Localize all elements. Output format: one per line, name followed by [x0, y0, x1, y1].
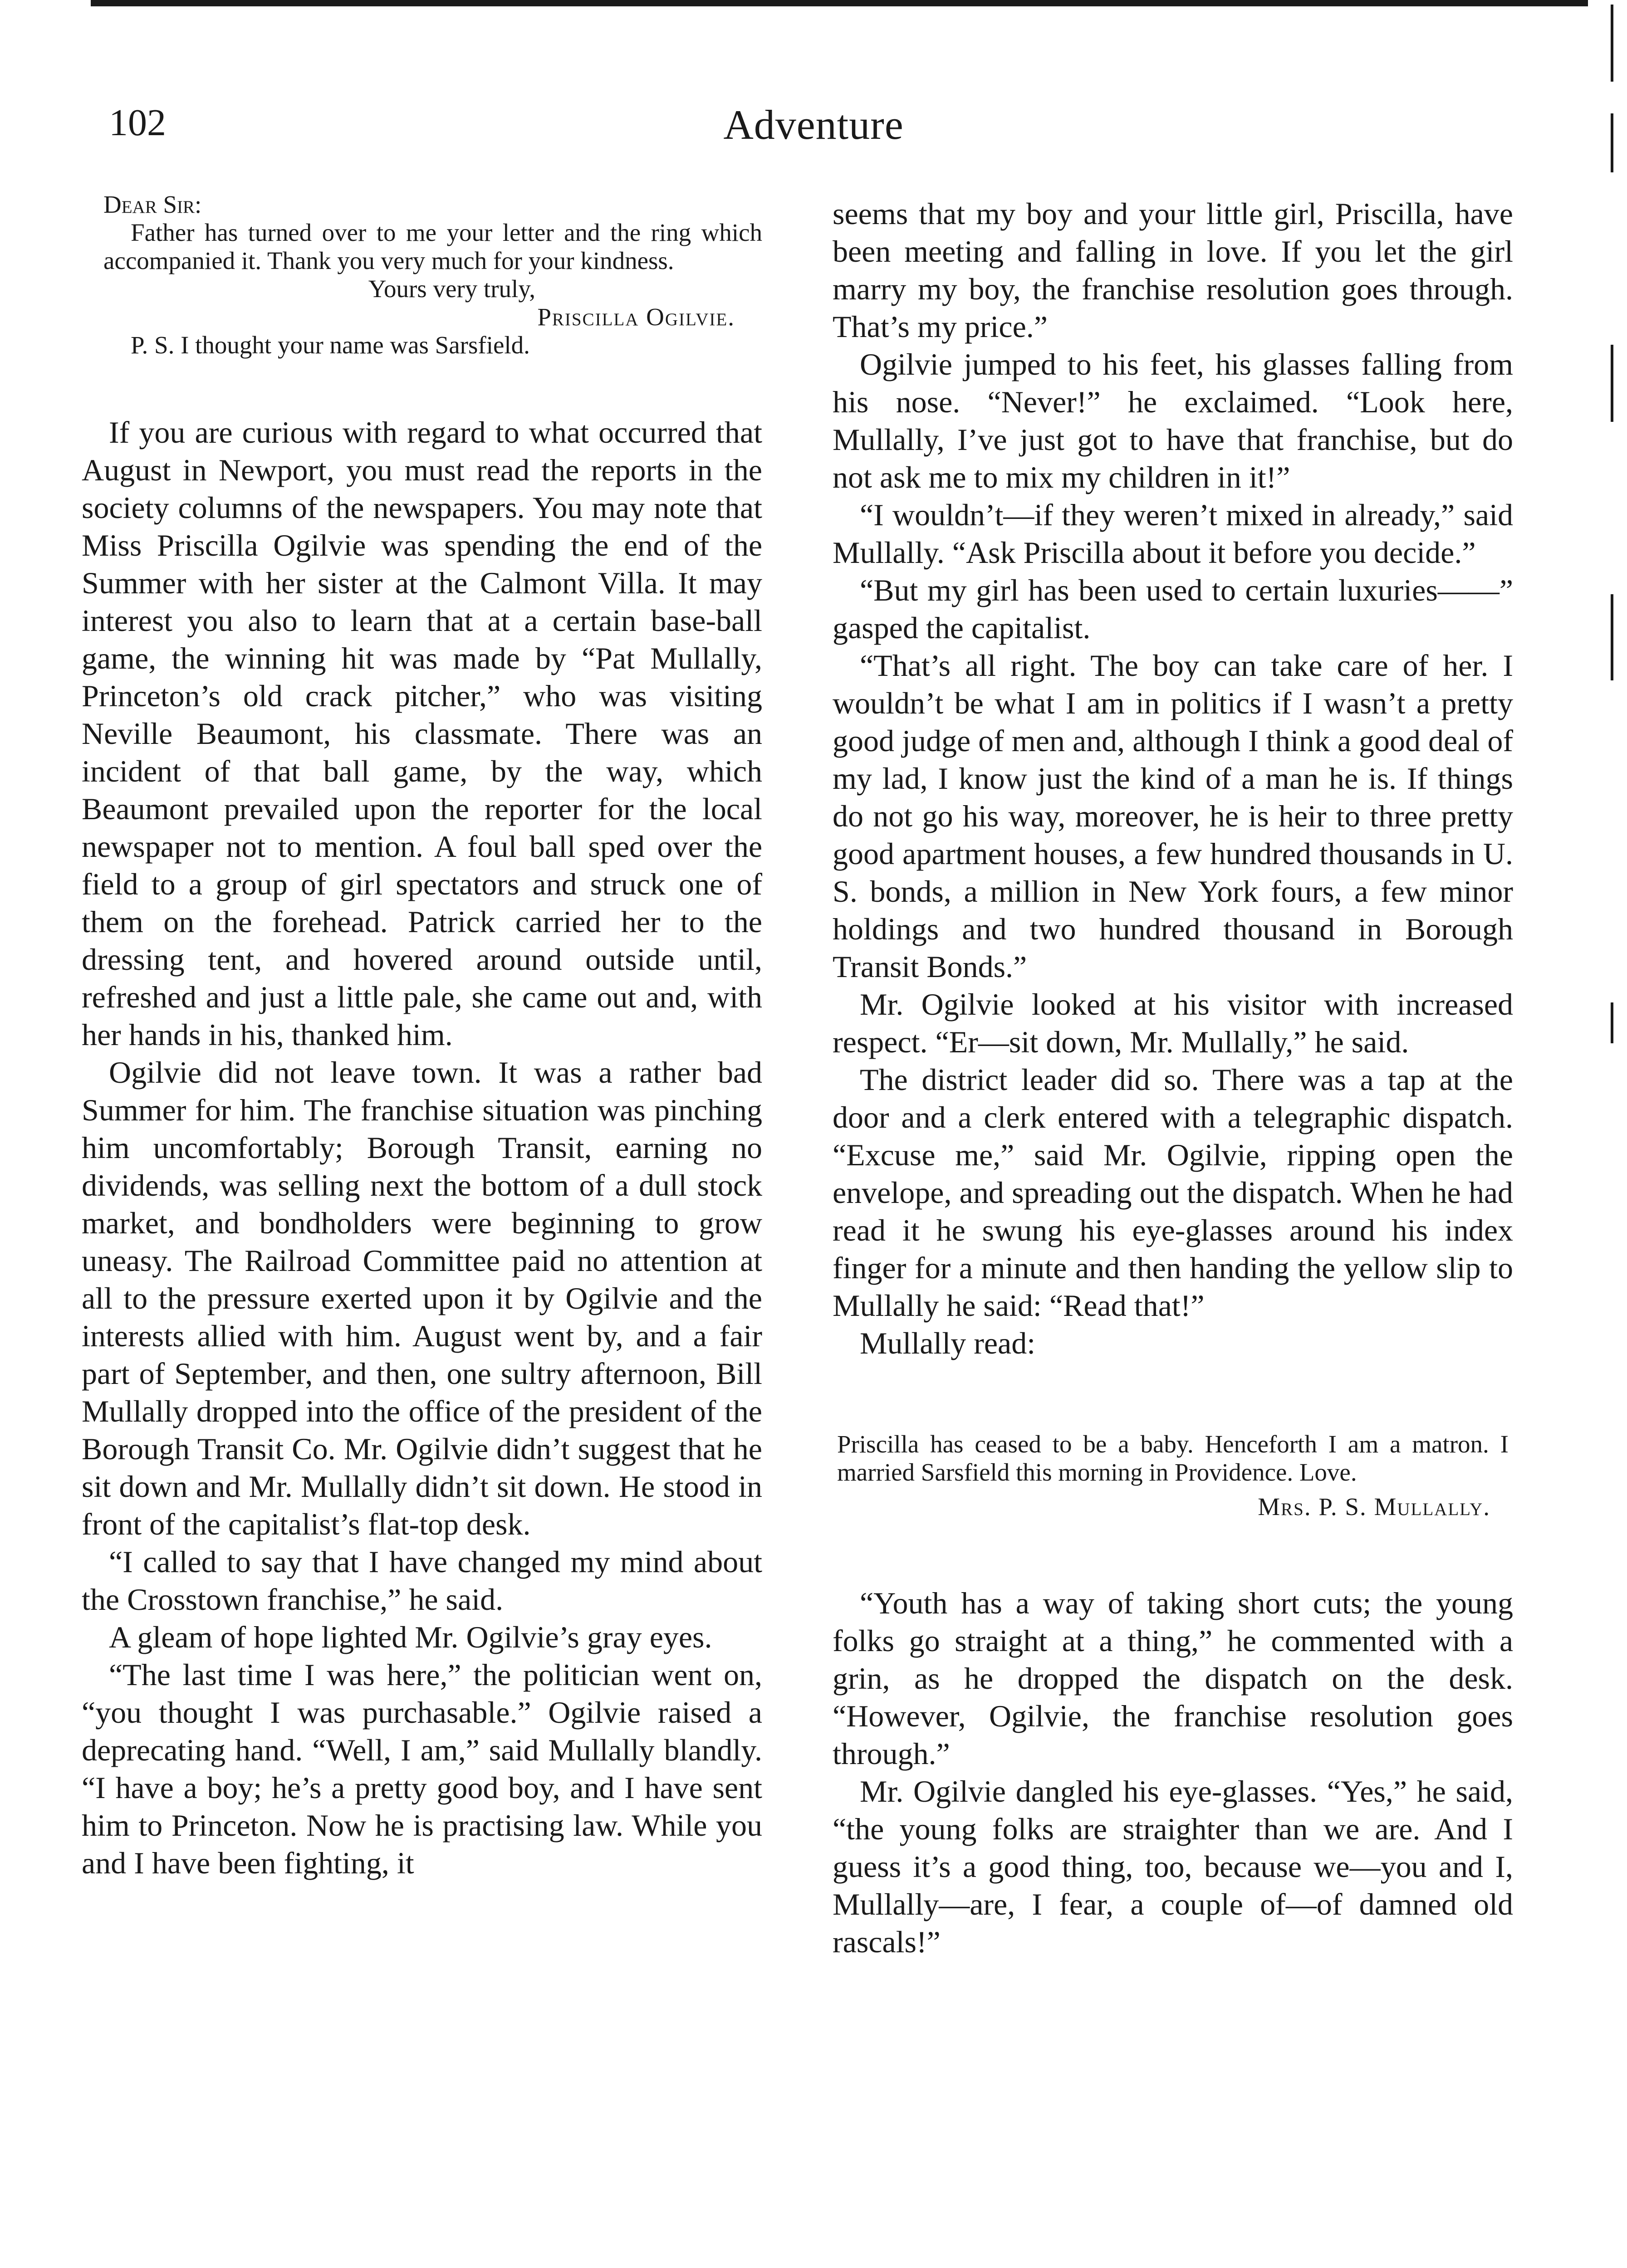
telegram — [833, 1430, 1513, 1521]
top-rule — [91, 0, 1588, 6]
margin-mark — [1611, 113, 1613, 172]
paragraph: A gleam of hope lighted Mr. Ogilvie’s gray eyes. — [109, 1620, 712, 1654]
paragraph: seems that my boy and your little girl, Priscilla, have been meeting and falling in love. If you let the girl marry my boy, the franchise resolution goes through. That’s my price.” — [833, 196, 1513, 344]
margin-mark — [1611, 594, 1613, 680]
page-number: 102 — [109, 102, 166, 144]
letter-body: Father has turned over to me your letter and the ring which accompanied it. Thank you very much for your kindness. — [103, 219, 762, 274]
paragraph: Mr. Ogilvie dangled his eye-glasses. “Yes,” he said, “the young folks are straighter than we are. And I guess it’s a good thing, too, because we—you and I, Mullally—are, I fear, a couple of—of damned old rascals!” — [833, 1774, 1513, 1959]
margin-mark — [1611, 1002, 1613, 1043]
paragraph: “That’s all right. The boy can take care of her. I wouldn’t be what I am in politics if I wasn’t a pretty good judge of men and, although I think a good deal of my lad, I know just the kind of a man he is. If things do not go his way, moreover, he is heir to three pretty good apartment houses, a few hundred thousands in U. S. bonds, a million in New York fours, a few minor holdings and two hundred thousand in Borough Transit Bonds.” — [833, 648, 1513, 984]
letter-postscript: P. S. I thought your name was Sarsfield. — [131, 331, 530, 359]
paragraph: “But my girl has been used to certain luxuries——” gasped the capitalist. — [833, 573, 1513, 645]
telegram-body: Priscilla has ceased to be a baby. Henceforth I am a matron. I married Sarsfield this morning in Providence. Love. — [837, 1430, 1509, 1486]
telegram-signature: Mrs. P. S. Mullally. — [1258, 1493, 1490, 1520]
letter-salutation: Dear Sir: — [103, 191, 202, 218]
paragraph: “The last time I was here,” the politician went on, “you thought I was purchasable.” Ogilvie raised a deprecating hand. “Well, I am,” said Mullally blandly. “I have a boy; he’s a pretty good boy, and I have sent him to Princeton. Now he is practising law. While you and I have been fighting, it — [82, 1657, 762, 1880]
running-head: Adventure — [723, 102, 904, 148]
paragraph: Ogilvie jumped to his feet, his glasses falling from his nose. “Never!” he exclaimed. “Look here, Mullally, I’ve just got to have that franchise, but do not ask me to mix my children in it!” — [833, 347, 1513, 494]
paragraph: Ogilvie did not leave town. It was a rather bad Summer for him. The franchise situation was pinching him uncomfortably; Borough Transit, earning no dividends, was selling next the bottom of a dull stock market, and bondholders were beginning to grow uneasy. The Railroad Committee paid no attention at all to the pressure exerted upon it by Ogilvie and the interests allied with him. August went by, and a fair part of September, and then, one sultry afternoon, Bill Mullally dropped into the office of the president of the Borough Transit Co. Mr. Ogilvie didn’t suggest that he sit down and Mr. Mullally didn’t sit down. He stood in front of the capitalist’s flat-top desk. — [82, 1055, 762, 1541]
paragraph: “Youth has a way of taking short cuts; the young folks go straight at a thing,” he commented with a grin, as he dropped the dispatch on the desk. “However, Ogilvie, the franchise resolution goes through.” — [833, 1586, 1513, 1771]
letter-closing: Yours very truly, — [368, 275, 535, 303]
left-column — [82, 191, 762, 1882]
right-column — [833, 195, 1513, 1961]
paragraph: “I called to say that I have changed my mind about the Crosstown franchise,” he said. — [82, 1545, 762, 1617]
letter-signature: Priscilla Ogilvie. — [537, 303, 735, 331]
letter — [82, 191, 762, 359]
paragraph: Mr. Ogilvie looked at his visitor with increased respect. “Er—sit down, Mr. Mullally,” he said. — [833, 987, 1513, 1059]
paragraph: The district leader did so. There was a tap at the door and a clerk entered with a telegraphic dispatch. “Excuse me,” said Mr. Ogilvie, ripping open the envelope, and spreading out the dispatch. When he had read it he swung his eye-glasses around his index finger for a minute and then handing the yellow slip to Mullally he said: “Read that!” — [833, 1062, 1513, 1323]
paragraph: Mullally read: — [860, 1326, 1036, 1360]
margin-mark — [1611, 345, 1613, 422]
paragraph: If you are curious with regard to what occurred that August in Newport, you must read the reports in the society columns of the newspapers. You may note that Miss Priscilla Ogilvie was spending the end of the Summer with her sister at the Calmont Villa. It may interest you also to learn that at a certain base-ball game, the winning hit was made by “Pat Mullally, Princeton’s old crack pitcher,” who was visiting Neville Beaumont, his classmate. There was an incident of that ball game, by the way, which Beaumont prevailed upon the reporter for the local newspaper not to mention. A foul ball sped over the field to a group of girl spectators and struck one of them on the forehead. Patrick carried her to the dressing tent, and hovered around outside until, refreshed and just a little pale, she came out and, with her hands in his, thanked him. — [82, 415, 762, 1052]
margin-mark — [1611, 5, 1613, 82]
paragraph: “I wouldn’t—if they weren’t mixed in already,” said Mullally. “Ask Priscilla about it before you decide.” — [833, 498, 1513, 570]
